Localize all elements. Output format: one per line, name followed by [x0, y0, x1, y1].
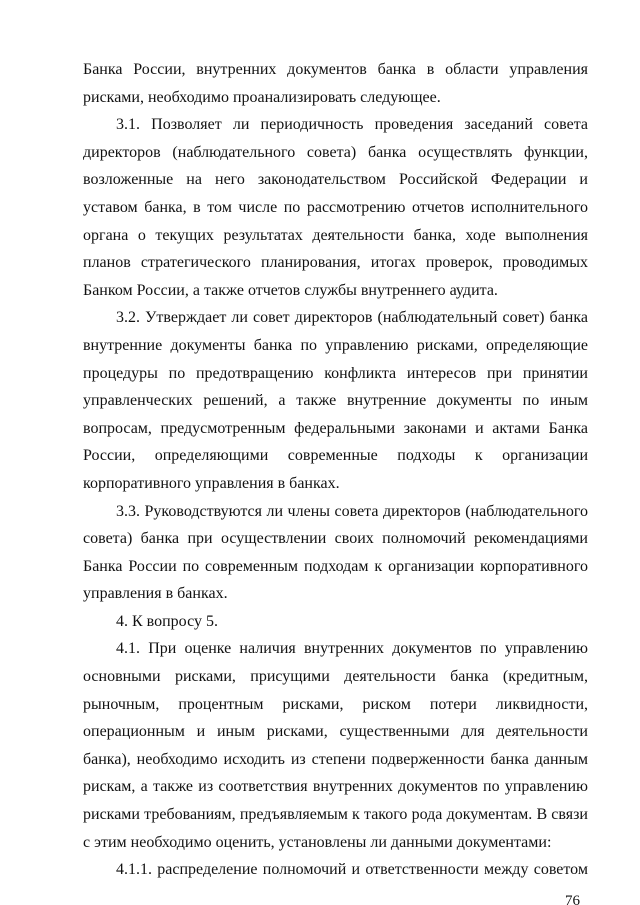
paragraph-4-1: 4.1. При оценке наличия внутренних документов по управлению основными рисками, присущими деятельности банка (кредитным, рыночным, процентным рисками, риском потери ликвидности, операционным и иным рисками, существенными для деятельности банка), необходимо исходить из степени подверженности банка данным рискам, а также из соответствия внутренних документов по управлению рисками требованиям, предъявляемым к такого рода документам. В связи с этим необходимо оценить, установлены ли данными документами:: [83, 640, 588, 851]
paragraph-4-heading: 4. К вопросу 5.: [116, 612, 218, 630]
paragraph-intro-continuation: Банка России, внутренних документов банка в области управления рисками, необходимо проанализировать следующее.: [83, 61, 588, 106]
paragraph-3-1: 3.1. Позволяет ли периодичность проведения заседаний совета директоров (наблюдательного совета) банка осуществлять функции, возложенные на него законодательством Российской Федерации и уставом банка, в том числе по рассмотрению отчетов исполнительного органа о текущих результатах деятельности банка, ходе выполнения планов стратегического планирования, итогах проверок, проводимых Банком России, а также отчетов службы внутреннего аудита.: [83, 116, 588, 299]
page-number: 76: [565, 893, 580, 905]
paragraph-4-1-1: 4.1.1. распределение полномочий и ответственности между советом: [116, 861, 588, 879]
paragraph-3-2: 3.2. Утверждает ли совет директоров (наблюдательный совет) банка внутренние документы банка по управлению рисками, определяющие процедуры по предотвращению конфликта интересов при принятии управленческих решений, а также внутренние документы по иным вопросам, предусмотренным федеральными законами и актами Банка России, определяющими современные подходы к организации корпоративного управления в банках.: [83, 309, 588, 492]
document-body: [83, 56, 588, 884]
paragraph-3-3: 3.3. Руководствуются ли члены совета директоров (наблюдательного совета) банка при осуществлении своих полномочий рекомендациями Банка России по современным подходам к организации корпоративного управления в банках.: [83, 502, 588, 603]
